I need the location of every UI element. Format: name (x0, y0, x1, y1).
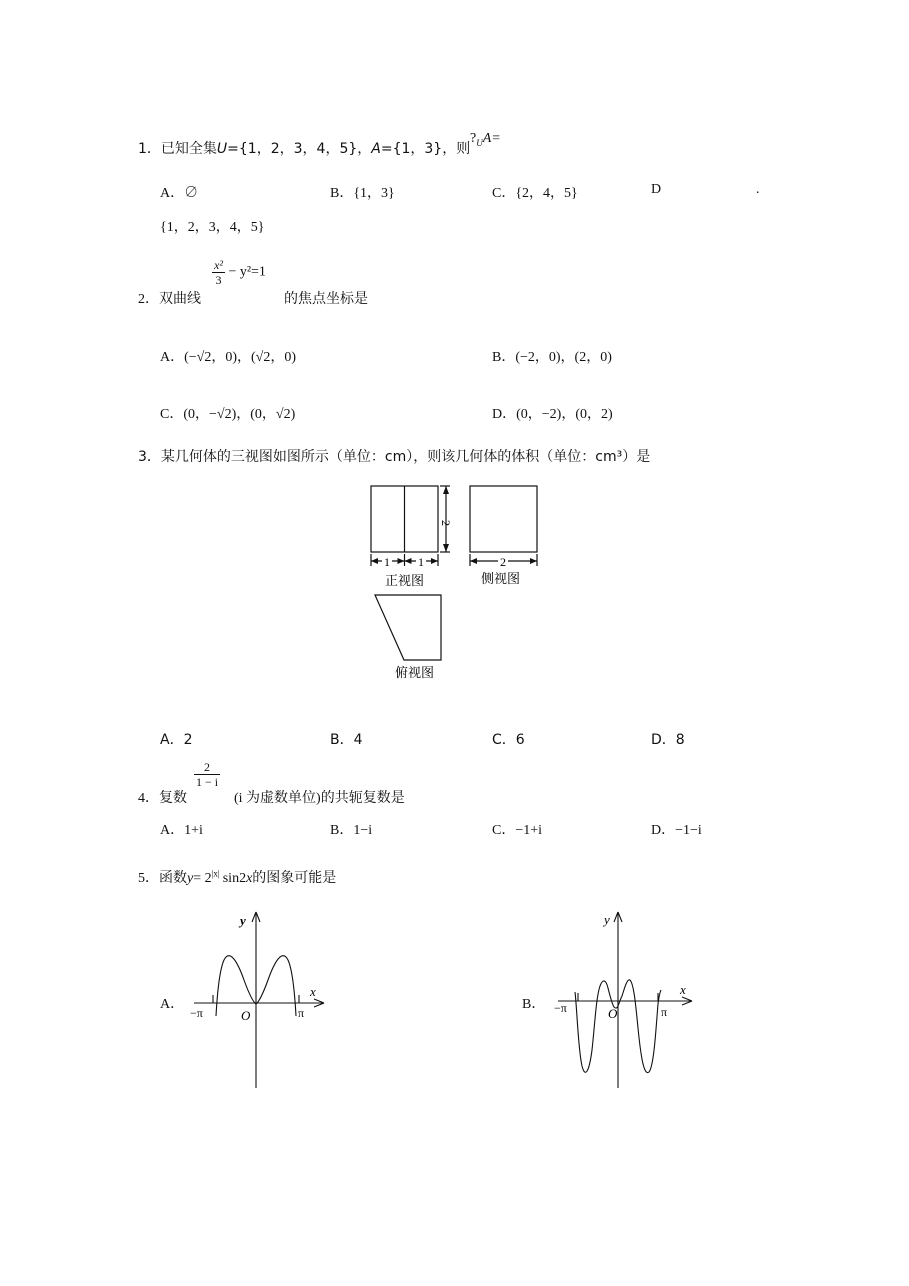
q5-option-a-label: A． (160, 997, 185, 1012)
q2-option-d: D．(0，−2)，(0，2) (492, 407, 613, 422)
front-view-label: 正视图 (385, 574, 425, 589)
graph-b-origin: O (608, 1006, 618, 1021)
q1-complement (470, 131, 501, 148)
q2-equation-rest: − y²=1 (228, 264, 266, 280)
q5-exponent: |x| (211, 868, 220, 879)
dim-label-1a: 1 (384, 555, 390, 569)
q1-u-symbol: U (216, 141, 228, 157)
q5-function: sin2 (222, 871, 247, 886)
q2-option-b: B．(−2，0)，(2，0) (492, 350, 612, 365)
q2-stem: 2．双曲线 (138, 292, 201, 307)
graph-b-pos-pi: π (661, 1005, 668, 1019)
q4-option-b: B．1−i (330, 823, 373, 838)
q5-graph-b (550, 908, 700, 1094)
q1-a-symbol: A (371, 141, 381, 157)
q2-fraction-numerator: x² (214, 258, 223, 272)
dim-label-2-vertical: 2 (439, 520, 453, 526)
graph-a-neg-pi: −π (190, 1006, 203, 1020)
q5-x-symbol: x (246, 871, 253, 886)
graph-b-x-label: x (680, 982, 686, 997)
graph-b-y-label: y (604, 912, 610, 927)
q4-fraction-numerator: 2 (204, 760, 211, 774)
q1-option-d: D (651, 182, 662, 197)
q4-fraction (194, 760, 220, 789)
q2-fraction (212, 258, 225, 287)
graph-b-neg-pi: −π (554, 1001, 567, 1015)
q1-option-c: C．{2，4，5} (492, 186, 578, 201)
graph-a-pos-pi: π (298, 1006, 305, 1020)
graph-a-origin: O (241, 1008, 251, 1023)
q4-option-d: D．−1−i (651, 823, 702, 838)
graph-a-x-label: x (310, 984, 316, 999)
q1-option-b: B．{1，3} (330, 186, 395, 201)
q2-fraction-denominator: 3 (212, 272, 225, 287)
q1-stem (138, 138, 470, 158)
q5-graph-a (186, 908, 336, 1094)
graph-a-y-label: y (240, 913, 246, 928)
q3-stem: 3．某几何体的三视图如图所示（单位：cm），则该几何体的体积（单位：cm³）是 (138, 449, 651, 465)
q1-stem-text: 1．已知全集 (138, 141, 217, 157)
q1-a-set: ={1，3}，则 (380, 141, 471, 157)
q3-option-d: D．8 (651, 732, 685, 748)
top-view-label: 俯视图 (395, 666, 435, 681)
q2-equation (212, 258, 266, 287)
q1-option-d-dot: . (756, 182, 760, 197)
q3-option-b: B．4 (330, 732, 363, 748)
q1-option-d-value: {1，2，3，4，5} (160, 220, 265, 235)
side-view-label: 侧视图 (481, 572, 521, 587)
q1-u-set: ={1，2，3，4，5}， (227, 141, 372, 157)
q2-stem-end: 的焦点坐标是 (284, 292, 368, 307)
q4-fraction-denominator: 1 − i (196, 775, 219, 789)
dim-label-2-horizontal: 2 (500, 555, 506, 569)
side-view-outline (470, 486, 537, 552)
q4-stem-end: (i 为虚数单位)的共轭复数是 (234, 791, 405, 806)
q5-stem-text: 5．函数 (138, 871, 187, 886)
q1-complement-symbol: ? (470, 131, 477, 146)
q5-equals: = 2 (193, 871, 212, 886)
three-view-diagram (360, 478, 550, 688)
q3-option-c: C．6 (492, 732, 525, 748)
q1-complement-a: A= (482, 131, 501, 146)
q1-option-a: A．∅ (160, 186, 199, 201)
q1-complement-sub: U (476, 138, 483, 148)
q5-stem (138, 867, 336, 887)
q5-y-symbol: y (187, 871, 194, 886)
top-view-outline (375, 595, 441, 660)
q5-option-b-label: B． (522, 997, 546, 1012)
q5-stem-end: 的图象可能是 (252, 871, 337, 886)
q4-option-c: C．−1+i (492, 823, 543, 838)
q2-option-c: C．(0，−√2)，(0，√2) (160, 407, 296, 422)
q2-option-a: A．(−√2，0)，(√2，0) (160, 350, 297, 365)
dim-label-1b: 1 (418, 555, 424, 569)
q4-stem: 4．复数 (138, 791, 187, 806)
q4-option-a: A．1+i (160, 823, 203, 838)
q3-option-a: A．2 (160, 732, 193, 748)
